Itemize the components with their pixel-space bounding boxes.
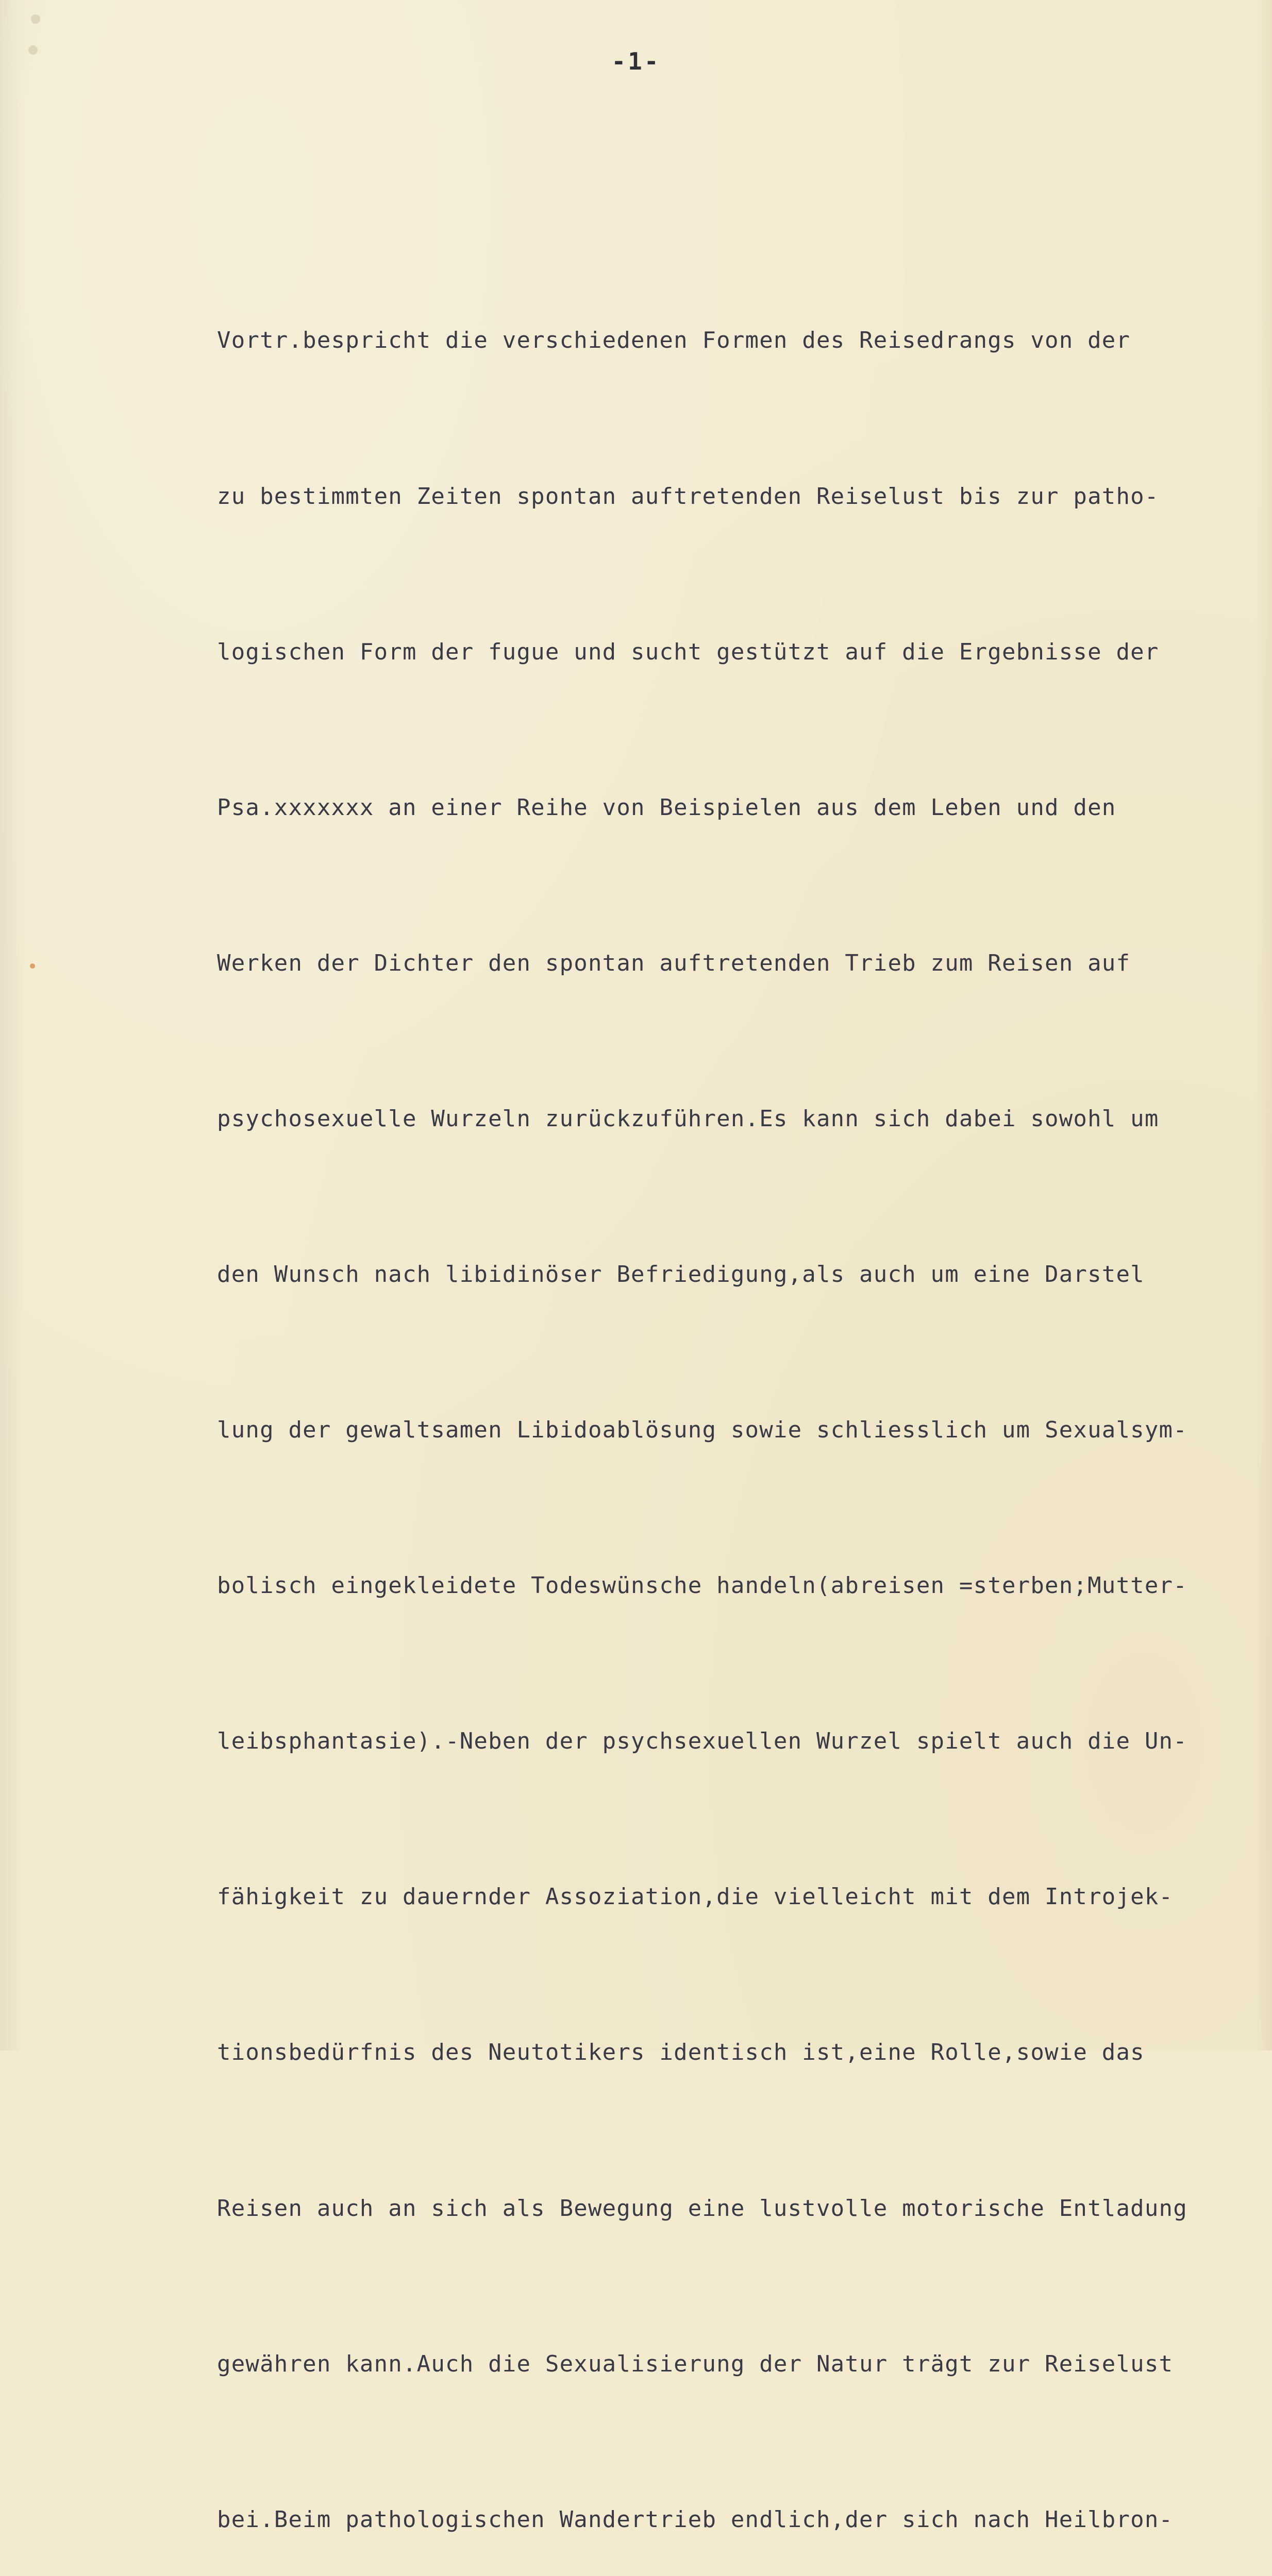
text-line: Reisen auch an sich als Bewegung eine lustvolle motorische Entladung: [217, 2195, 1187, 2222]
page-number: -1-: [611, 47, 661, 75]
text-line: Werken der Dichter den spontan auftretenden Trieb zum Reisen auf: [217, 950, 1131, 976]
text-line: bei.Beim pathologischen Wandertrieb endlich,der sich nach Heilbron-: [217, 2506, 1174, 2533]
paper-mark: [31, 14, 40, 24]
text-line: lung der gewaltsamen Libidoablösung sowie schliesslich um Sexualsym-: [217, 1417, 1187, 1444]
typed-text-body: [217, 211, 1268, 2576]
page-left-shadow: [0, 0, 25, 2050]
text-line: Vortr.bespricht die verschiedenen Formen des Reisedrangs von der: [217, 327, 1131, 354]
text-line: psychosexuelle Wurzeln zurückzuführen.Es kann sich dabei sowohl um: [217, 1105, 1159, 1132]
text-line: fähigkeit zu dauernder Assoziation,die vielleicht mit dem Introjek-: [217, 1884, 1174, 1910]
text-line: gewähren kann.Auch die Sexualisierung der Natur trägt zur Reiselust: [217, 2350, 1174, 2377]
text-line: leibsphantasie).-Neben der psychsexuellen Wurzel spielt auch die Un-: [217, 1728, 1187, 1755]
text-line: Psa.xxxxxxx an einer Reihe von Beispielen aus dem Leben und den: [217, 794, 1116, 821]
text-line: logischen Form der fugue und sucht gestützt auf die Ergebnisse der: [217, 638, 1159, 665]
text-line: bolisch eingekleidete Todeswünsche handeln(abreisen =sterben;Mutter-: [217, 1572, 1187, 1599]
text-line: tionsbedürfnis des Neutotikers identisch ist,eine Rolle,sowie das: [217, 2039, 1145, 2066]
text-line: den Wunsch nach libidinöser Befriedigung,als auch um eine Darstel: [217, 1261, 1145, 1287]
text-line: zu bestimmten Zeiten spontan auftretenden Reiselust bis zur patho-: [217, 483, 1159, 510]
ink-stain: [30, 963, 35, 969]
